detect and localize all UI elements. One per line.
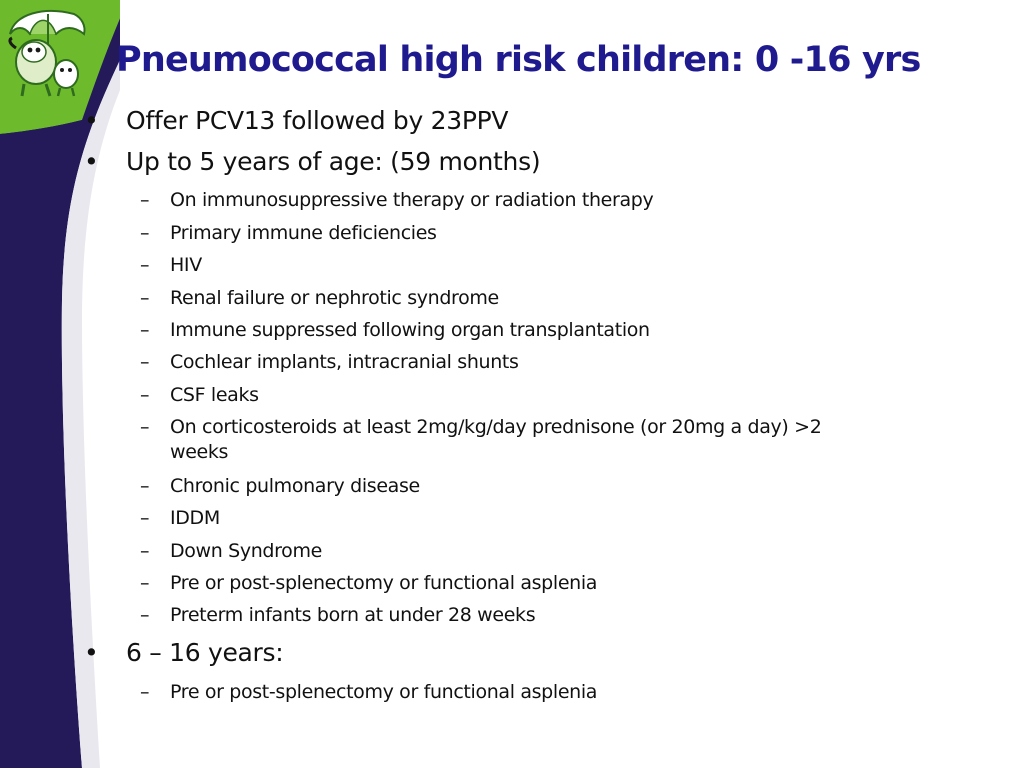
sub-bullet-text: Chronic pulmonary disease xyxy=(170,475,420,497)
sub-bullet-item xyxy=(140,286,499,311)
dash-mark: – xyxy=(140,384,150,406)
dash-mark: – xyxy=(140,254,150,276)
sub-bullet-text: On corticosteroids at least 2mg/kg/day prednisone (or 20mg a day) >2 xyxy=(170,416,822,438)
sub-bullet-text: Immune suppressed following organ transplantation xyxy=(170,319,650,341)
dash-mark: – xyxy=(140,189,150,211)
sub-bullet-item xyxy=(140,253,202,278)
sub-bullet-item xyxy=(140,474,420,499)
sub-bullet-item xyxy=(140,415,821,465)
bullet-item xyxy=(84,147,540,176)
sub-bullet-item xyxy=(140,383,259,408)
sub-bullet-text: Pre or post-splenectomy or functional asplenia xyxy=(170,681,598,703)
sub-bullet-text: Preterm infants born at under 28 weeks xyxy=(170,604,536,626)
sub-bullet-item xyxy=(140,603,535,628)
bullet-text: 6 – 16 years: xyxy=(126,638,284,667)
sub-bullet-text: HIV xyxy=(170,254,202,276)
bullet-mark: • xyxy=(84,147,99,176)
sub-bullet-item xyxy=(140,350,519,375)
bullet-item xyxy=(84,106,508,135)
sub-bullet-item xyxy=(140,680,597,705)
dash-mark: – xyxy=(140,416,150,438)
sub-bullet-text: CSF leaks xyxy=(170,384,259,406)
sub-bullet-text: On immunosuppressive therapy or radiation therapy xyxy=(170,189,654,211)
bullet-text: Up to 5 years of age: (59 months) xyxy=(126,147,541,176)
sub-bullet-item xyxy=(140,571,597,596)
sub-bullet-item xyxy=(140,221,437,246)
sub-bullet-item xyxy=(140,539,322,564)
sub-bullet-item xyxy=(140,506,220,531)
sub-bullet-item xyxy=(140,318,650,343)
sub-bullet-text: Cochlear implants, intracranial shunts xyxy=(170,351,519,373)
sub-bullet-text: Primary immune deficiencies xyxy=(170,222,437,244)
bullet-mark: • xyxy=(84,638,99,667)
sub-bullet-text: Down Syndrome xyxy=(170,540,322,562)
dash-mark: – xyxy=(140,507,150,529)
sub-bullet-text: IDDM xyxy=(170,507,220,529)
dash-mark: – xyxy=(140,351,150,373)
bullet-item xyxy=(84,638,283,667)
dash-mark: – xyxy=(140,540,150,562)
bullet-text: Offer PCV13 followed by 23PPV xyxy=(126,106,509,135)
slide-title: Pneumococcal high risk children: 0 -16 yrs xyxy=(116,40,921,80)
dash-mark: – xyxy=(140,287,150,309)
dash-mark: – xyxy=(140,681,150,703)
dash-mark: – xyxy=(140,604,150,626)
sub-bullet-text: Renal failure or nephrotic syndrome xyxy=(170,287,499,309)
sub-bullet-item xyxy=(140,188,653,213)
sub-bullet-text-continuation: weeks xyxy=(170,441,229,463)
dash-mark: – xyxy=(140,475,150,497)
sub-bullet-text: Pre or post-splenectomy or functional asplenia xyxy=(170,572,598,594)
dash-mark: – xyxy=(140,222,150,244)
dash-mark: – xyxy=(140,319,150,341)
dash-mark: – xyxy=(140,572,150,594)
bullet-mark: • xyxy=(84,106,99,135)
